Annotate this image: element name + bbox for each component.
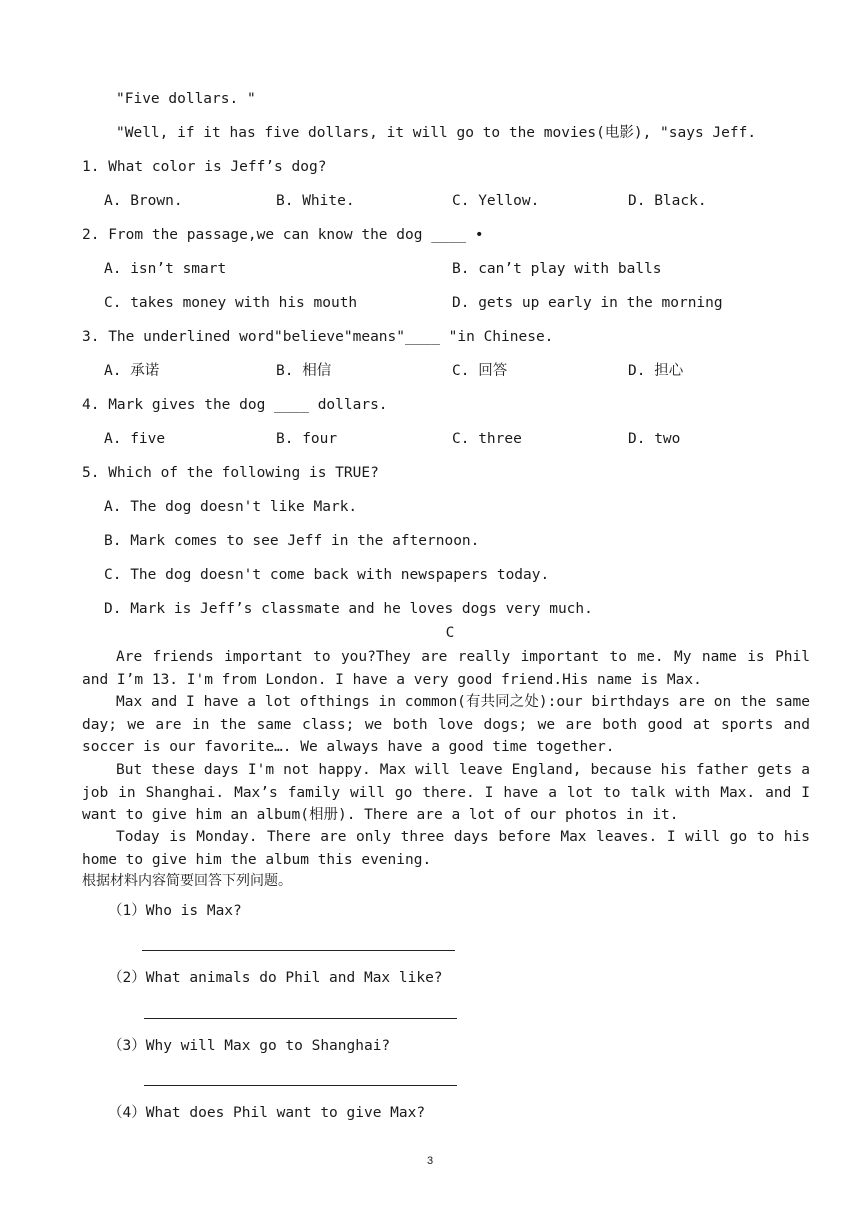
option-d: D. two <box>628 431 681 447</box>
option-b: B. White. <box>276 193 355 209</box>
answer-line[interactable] <box>142 950 455 951</box>
option-a: A. Brown. <box>104 193 183 209</box>
question-stem: 4. Mark gives the dog ____ dollars. <box>82 397 388 413</box>
dialogue-line: "Five dollars. " <box>116 91 256 107</box>
option-d: D. Mark is Jeff’s classmate and he loves dogs very much. <box>104 601 593 617</box>
question-stem: 1. What color is Jeff’s dog? <box>82 159 327 175</box>
option-a: A. The dog doesn't like Mark. <box>104 499 358 515</box>
option-a: A. five <box>104 431 166 447</box>
section-label: C <box>445 625 455 641</box>
option-a: A. isn’t smart <box>104 261 227 277</box>
option-b: B. four <box>276 431 338 447</box>
answer-line[interactable] <box>144 1085 457 1086</box>
question-stem: 5. Which of the following is TRUE? <box>82 465 379 481</box>
passage-paragraph: Are friends important to you?They are really important to me. My name is Phil and I’m 13. I'm from London. I have a very good friend.His name is Max. <box>82 649 810 688</box>
passage-paragraph: But these days I'm not happy. Max will leave England, because his father gets a job in Shanghai. Max’s family will go there. I have a lot to talk with Max. and I want to give him an album(相册). There are a lot of our photos in it. <box>82 762 810 823</box>
option-b: B. Mark comes to see Jeff in the afternoon. <box>104 533 480 549</box>
option-d: D. gets up early in the morning <box>452 295 723 311</box>
option-c: C. Yellow. <box>452 193 540 209</box>
short-question: （4）What does Phil want to give Max? <box>108 1105 426 1121</box>
answer-line[interactable] <box>144 1018 457 1019</box>
option-c: C. takes money with his mouth <box>104 295 358 311</box>
option-d: D. Black. <box>628 193 707 209</box>
option-c: C. The dog doesn't come back with newspapers today. <box>104 567 550 583</box>
option-c: C. three <box>452 431 522 447</box>
page-number: 3 <box>426 1155 434 1167</box>
question-stem: 3. The underlined word"believe"means"____ "in Chinese. <box>82 329 554 345</box>
short-question: （1）Who is Max? <box>108 903 242 919</box>
dialogue-line: "Well, if it has five dollars, it will go to the movies(电影), "says Jeff. <box>116 125 757 141</box>
question-stem: 2. From the passage,we can know the dog ____ • <box>82 227 484 243</box>
option-b: B. 相信 <box>276 363 332 379</box>
option-b: B. can’t play with balls <box>452 261 662 277</box>
instruction: 根据材料内容简要回答下列问题。 <box>82 873 292 889</box>
short-question: （2）What animals do Phil and Max like? <box>108 970 443 986</box>
option-d: D. 担心 <box>628 363 684 379</box>
passage-paragraph: Today is Monday. There are only three days before Max leaves. I will go to his home to give him the album this evening. <box>82 829 810 868</box>
passage-paragraph: Max and I have a lot ofthings in common(有共同之处):our birthdays are on the same day; we are in the same class; we both love dogs; we are both good at sports and soccer is our favorite…. We always have a good time together. <box>82 694 810 755</box>
option-a: A. 承诺 <box>104 363 160 379</box>
option-c: C. 回答 <box>452 363 508 379</box>
short-question: （3）Why will Max go to Shanghai? <box>108 1038 391 1054</box>
